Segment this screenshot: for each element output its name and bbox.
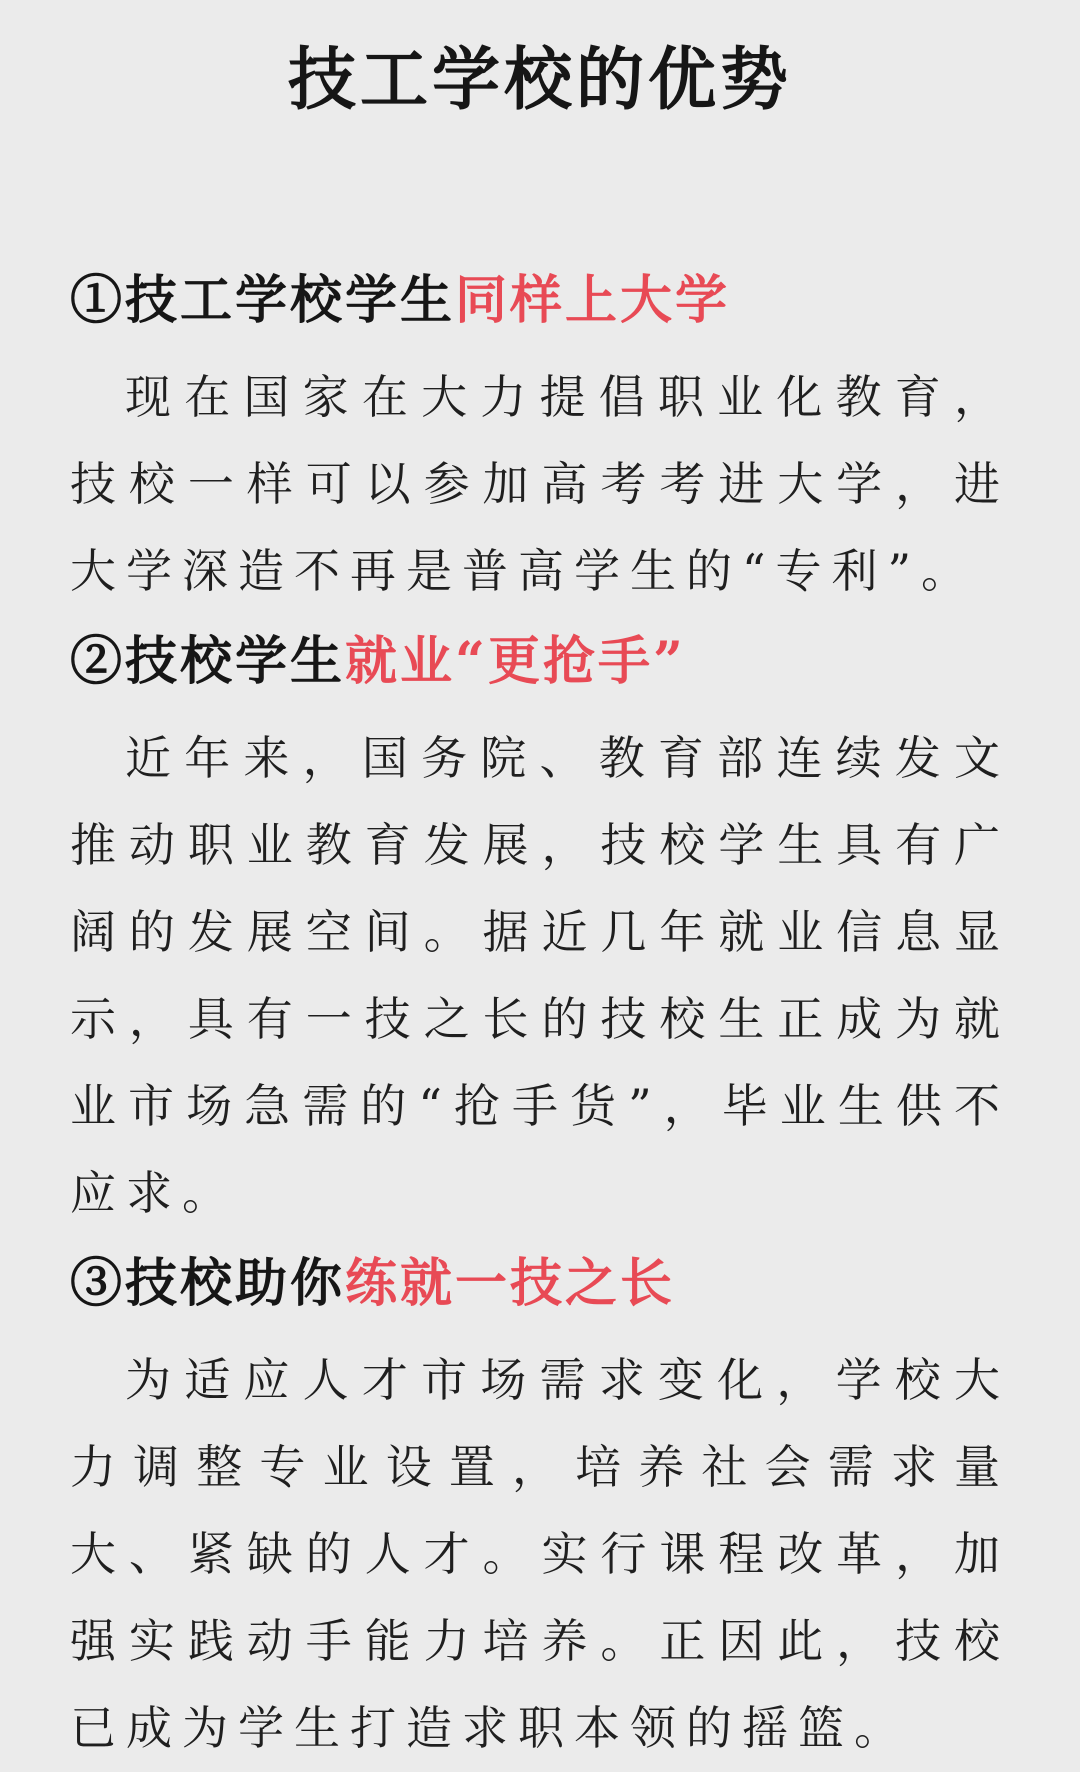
section-heading <box>70 627 1010 697</box>
section-3 <box>70 1249 1010 1772</box>
section-body: 现在国家在大力提倡职业化教育，技校一样可以参加高考考进大学，进大学深造不再是普高学生的“专利”。 <box>70 370 1010 598</box>
section-heading-text: 技校助你 <box>125 1253 346 1314</box>
section-highlight: 就业“更抢手” <box>345 631 686 692</box>
section-body: 为适应人才市场需求变化，学校大力调整专业设置，培养社会需求量大、紧缺的人才。实行课程改革，加强实践动手能力培养。正因此，技校已成为学生打造求职本领的摇篮。 <box>70 1353 1010 1755</box>
page-title: 技工学校的优势 <box>287 40 792 120</box>
section-1 <box>70 266 1010 615</box>
section-number: ② <box>70 631 126 692</box>
section-heading <box>70 1249 1010 1319</box>
section-heading-text: 技校学生 <box>125 631 346 692</box>
section-heading-text: 技工学校学生 <box>125 270 456 331</box>
section-number: ③ <box>70 1253 126 1314</box>
section-highlight: 同样上大学 <box>455 270 731 331</box>
section-body: 近年来，国务院、教育部连续发文推动职业教育发展，技校学生具有广阔的发展空间。据近几年就业信息显示，具有一技之长的技校生正成为就业市场急需的“抢手货”，毕业生供不应求。 <box>70 731 1010 1220</box>
section-2 <box>70 627 1010 1237</box>
section-highlight: 练就一技之长 <box>345 1253 676 1314</box>
section-heading <box>70 266 1010 336</box>
section-number: ① <box>70 270 126 331</box>
